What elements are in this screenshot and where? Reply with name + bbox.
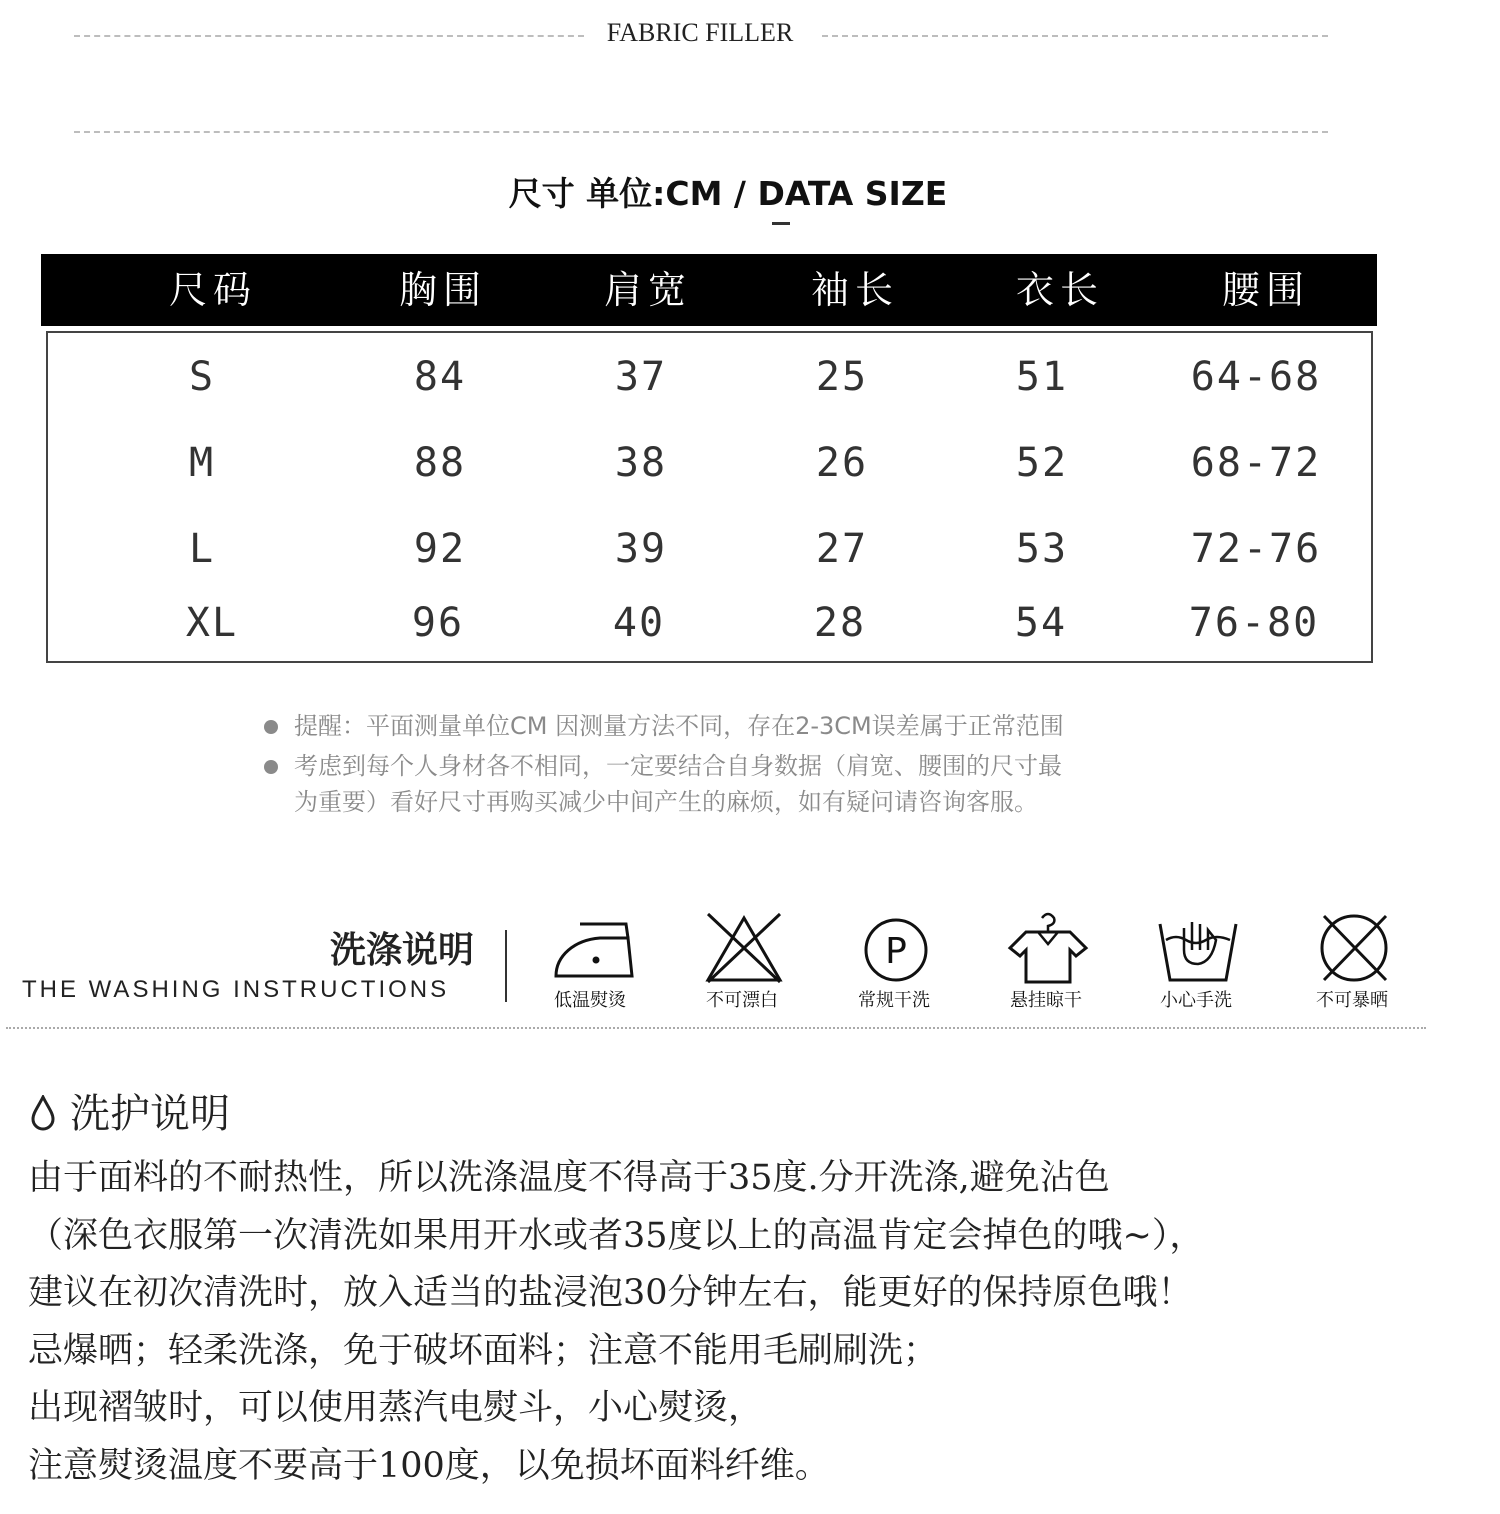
care-line: 建议在初次清洗时，放入适当的盐浸泡30分钟左右，能更好的保持原色哦！ <box>28 1273 1193 1313</box>
care-symbol <box>1292 906 1412 1016</box>
cell-chest: 96 <box>411 600 465 646</box>
care-symbol <box>1136 906 1256 1016</box>
icon-label: 不可漂白 <box>706 990 778 1011</box>
care-title-text: 洗护说明 <box>70 1091 230 1137</box>
size-notes <box>262 708 1182 824</box>
note-text: 考虑到每个人身材各不相同，一定要结合自身数据（肩宽、腰围的尺寸最 <box>294 752 1062 780</box>
bullet-icon <box>264 760 278 774</box>
cell-length: 53 <box>1015 526 1069 572</box>
cell-chest: 84 <box>413 354 467 400</box>
size-table-header <box>41 254 1377 326</box>
table-row <box>48 433 1371 493</box>
care-line: 由于面料的不耐热性，所以洗涤温度不得高于35度.分开洗涤,避免沾色 <box>28 1158 1110 1198</box>
care-line: （深色衣服第一次清洗如果用开水或者35度以上的高温肯定会掉色的哦~）， <box>28 1215 1205 1256</box>
fabric-divider-bottom <box>74 131 1328 133</box>
dry-clean-p-icon <box>854 910 938 984</box>
note-item <box>262 708 1182 744</box>
care-line: 注意熨烫温度不要高于100度，以免损坏面料纤维。 <box>28 1445 830 1486</box>
care-symbol <box>530 906 650 1016</box>
note-text: 提醒：平面测量单位CM 因测量方法不同，存在2-3CM误差属于正常范围 <box>294 712 1064 740</box>
cell-sleeve: 27 <box>815 526 869 572</box>
no-sun-icon <box>1312 910 1396 984</box>
cell-sleeve: 28 <box>813 600 867 646</box>
table-row <box>48 347 1371 407</box>
cell-waist: 68-72 <box>1190 440 1322 486</box>
cell-waist: 76-80 <box>1188 600 1320 646</box>
cell-size: L <box>188 526 216 572</box>
care-line: 忌爆晒；轻柔洗涤，免于破坏面料；注意不能用毛刷刷洗； <box>28 1330 939 1371</box>
header-sleeve: 袖长 <box>810 268 900 312</box>
care-symbol <box>834 906 954 1016</box>
table-row <box>48 593 1371 653</box>
header-shoulder: 肩宽 <box>603 268 693 312</box>
icon-label: 悬挂晾干 <box>1010 990 1082 1011</box>
note-text: 为重要）看好尺寸再购买减少中间产生的麻烦，如有疑问请咨询客服。 <box>294 788 1038 816</box>
bullet-icon <box>264 720 278 734</box>
icon-label: 低温熨烫 <box>554 990 626 1011</box>
cell-waist: 72-76 <box>1190 526 1322 572</box>
header-waist: 腰围 <box>1221 268 1311 312</box>
care-symbol <box>682 906 802 1016</box>
icon-label: 不可暴晒 <box>1316 990 1388 1011</box>
care-symbol <box>986 906 1106 1016</box>
size-chart-title: 尺寸 单位:CM / DATA SIZE <box>508 174 948 213</box>
care-text <box>28 1150 1468 1495</box>
cell-size: S <box>188 354 216 400</box>
washing-title-en: THE WASHING INSTRUCTIONS <box>22 976 450 1003</box>
icon-label: 小心手洗 <box>1160 990 1232 1011</box>
hand-wash-icon <box>1156 910 1240 984</box>
no-bleach-icon <box>702 910 786 984</box>
washing-divider <box>6 1027 1426 1029</box>
table-row <box>48 519 1371 579</box>
water-drop-icon <box>30 1095 56 1131</box>
cell-waist: 64-68 <box>1190 354 1322 400</box>
cell-chest: 92 <box>413 526 467 572</box>
header-length: 衣长 <box>1015 268 1105 312</box>
cell-shoulder: 39 <box>614 526 668 572</box>
fabric-section-title: FABRIC FILLER <box>0 18 1400 48</box>
cell-size: XL <box>185 600 239 646</box>
title-underline <box>772 222 790 225</box>
care-line: 出现褶皱时，可以使用蒸汽电熨斗，小心熨烫， <box>28 1388 764 1428</box>
cell-length: 51 <box>1015 354 1069 400</box>
svg-text:P: P <box>885 931 907 972</box>
cell-sleeve: 25 <box>815 354 869 400</box>
iron-low-icon <box>550 910 634 984</box>
cell-sleeve: 26 <box>815 440 869 486</box>
header-size: 尺码 <box>168 268 258 312</box>
cell-shoulder: 37 <box>614 354 668 400</box>
cell-length: 54 <box>1014 600 1068 646</box>
hang-dry-icon <box>1006 910 1090 984</box>
cell-size: M <box>188 440 216 486</box>
cell-shoulder: 38 <box>614 440 668 486</box>
icon-label: 常规干洗 <box>858 990 930 1011</box>
washing-separator <box>505 930 507 1002</box>
cell-chest: 88 <box>413 440 467 486</box>
washing-title-cn: 洗涤说明 <box>329 930 474 971</box>
header-chest: 胸围 <box>398 268 488 312</box>
care-title <box>30 1082 230 1139</box>
size-table-body <box>46 331 1373 663</box>
cell-length: 52 <box>1015 440 1069 486</box>
note-item <box>262 748 1182 820</box>
cell-shoulder: 40 <box>612 600 666 646</box>
